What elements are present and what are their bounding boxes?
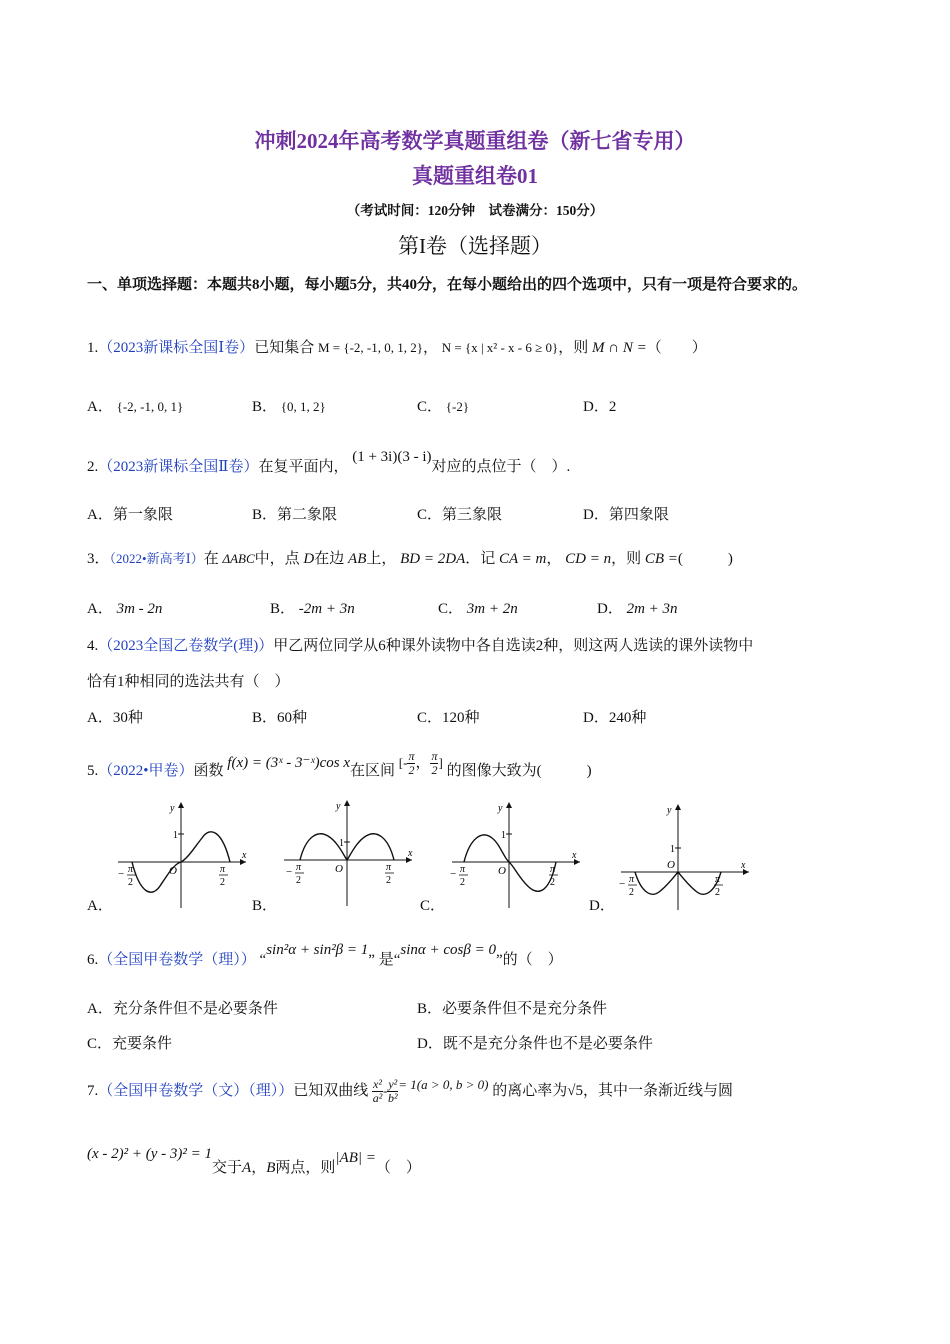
option-b xyxy=(417,997,607,1018)
hyperbola-equation xyxy=(372,1076,492,1105)
y-label: y xyxy=(667,805,672,816)
close-quote: ” xyxy=(495,952,503,968)
interval xyxy=(398,749,447,777)
answer-blank: （ ） xyxy=(375,1160,421,1176)
option-label: B． xyxy=(252,507,278,523)
option-text: 3m + 2n xyxy=(466,601,518,617)
minus-sign: − xyxy=(118,868,125,880)
question-7-stem-cont xyxy=(87,1146,421,1177)
title-main: 冲刺2024年高考数学真题重组卷（新七省专用） xyxy=(254,129,696,153)
origin-label: O xyxy=(667,859,675,871)
graph-b xyxy=(278,796,418,908)
x-label: x xyxy=(242,850,247,861)
y-axis-arrow xyxy=(675,804,681,810)
option-label: C． xyxy=(417,399,443,415)
option-d xyxy=(583,395,616,416)
vector-ca: CA = m xyxy=(499,551,547,567)
question-number: 1. xyxy=(87,340,99,356)
question-number: 4. xyxy=(87,638,99,654)
option-label: C． xyxy=(417,507,443,523)
question-source: （全国甲卷数学（理）） xyxy=(98,952,256,968)
y-tick-label: 1 xyxy=(339,838,344,849)
x-label: x xyxy=(408,848,413,859)
option-text: 第三象限 xyxy=(442,507,503,523)
option-label: C． xyxy=(438,601,464,617)
question-source: （全国甲卷数学（文）（理）） xyxy=(98,1082,294,1099)
option-d xyxy=(583,706,646,727)
option-text: 2m + 3n xyxy=(626,601,678,617)
minus-sign: − xyxy=(450,868,457,880)
y-tick-label: 1 xyxy=(670,844,675,855)
option-label: A． xyxy=(87,710,113,726)
complex-expression: (1 + 3i)(3 - i) xyxy=(352,449,432,465)
question-text: 两点，则 xyxy=(275,1160,336,1176)
option-d xyxy=(597,597,678,618)
question-4-stem-cont: 恰有1种相同的选法共有（ ） xyxy=(87,674,290,690)
origin-label: O xyxy=(498,865,506,877)
point-b: B xyxy=(266,1160,276,1176)
question-text: 在区间 xyxy=(350,762,396,779)
hyperbola-condition: = 1(a > 0, b > 0) xyxy=(398,1076,489,1092)
point-d: D xyxy=(303,551,315,567)
option-label: B． xyxy=(252,399,278,415)
y-axis-arrow xyxy=(506,802,512,808)
question-text: ，则 xyxy=(558,340,589,356)
question-text: 已知集合 xyxy=(254,340,315,356)
exam-info: （考试时间：120分钟 试卷满分：150分） xyxy=(346,203,604,218)
comma: ， xyxy=(251,1160,267,1176)
option-b xyxy=(252,503,337,524)
denominator: b² xyxy=(387,1091,398,1105)
interval-bracket: [- xyxy=(398,754,408,770)
option-text: {-2, -1, 0, 1} xyxy=(116,399,184,414)
option-text: 2 xyxy=(608,399,617,415)
circle-equation: (x - 2)² + (y - 3)² = 1 xyxy=(87,1146,213,1162)
y-label: y xyxy=(498,803,503,814)
option-d: D． xyxy=(589,898,615,914)
comma: ， xyxy=(415,754,431,771)
question-1-stem xyxy=(87,336,707,357)
option-text: 60种 xyxy=(277,710,308,726)
question-number: 3． xyxy=(87,551,110,567)
title-sub: 真题重组卷01 xyxy=(412,164,538,188)
question-text: 在边 xyxy=(314,551,345,567)
option-b xyxy=(252,395,326,416)
tick-two: 2 xyxy=(460,877,465,888)
minus-sign: - xyxy=(382,1082,388,1098)
y-over-b xyxy=(387,1078,398,1105)
option-text: 既不是充分条件也不是必要条件 xyxy=(442,1036,653,1052)
option-a xyxy=(87,395,183,416)
question-text: 甲乙两位同学从6种课外读物中各自选读2种，则这两人选读的课外读物中 xyxy=(273,638,754,654)
option-label: B． xyxy=(252,710,278,726)
numerator: π xyxy=(408,749,415,763)
option-label: A． xyxy=(87,507,113,523)
option-text: 第二象限 xyxy=(277,507,338,523)
tick-pi: π xyxy=(386,862,392,873)
question-text: 对应的点位于（ ）. xyxy=(431,459,571,475)
graph-c xyxy=(446,798,586,910)
option-text: 充分条件但不是必要条件 xyxy=(112,1001,278,1017)
option-label: C． xyxy=(417,710,443,726)
option-a xyxy=(87,997,278,1018)
question-2-stem xyxy=(87,449,571,476)
question-7-stem xyxy=(87,1078,733,1105)
option-d xyxy=(583,503,669,524)
tick-pi: π xyxy=(550,864,556,875)
option-label: C． xyxy=(87,1036,113,1052)
interval-bracket: ] xyxy=(438,754,443,770)
y-axis-arrow xyxy=(178,802,184,808)
question-text: ，则 xyxy=(611,551,642,567)
segment-ab: AB xyxy=(348,551,367,567)
question-text: 在复平面内， xyxy=(258,459,349,475)
numerator: y² xyxy=(388,1077,398,1091)
intersection-expression: M ∩ N = xyxy=(592,340,647,356)
x-over-a xyxy=(372,1078,383,1105)
tick-two: 2 xyxy=(629,887,634,898)
option-b xyxy=(252,706,307,727)
vector-cd: CD = n xyxy=(565,551,612,567)
question-text: 已知双曲线 xyxy=(293,1082,369,1099)
question-source: （2023全国乙卷数学(理)） xyxy=(98,638,274,654)
option-c xyxy=(417,706,480,727)
question-6-stem xyxy=(87,942,563,969)
denominator: 2 xyxy=(431,763,438,777)
tick-pi: π xyxy=(460,864,466,875)
option-text: {0, 1, 2} xyxy=(280,399,326,414)
option-c xyxy=(417,395,469,416)
option-text: 30种 xyxy=(112,710,143,726)
option-c: C． xyxy=(420,898,446,914)
option-b xyxy=(270,597,355,618)
y-label: y xyxy=(170,803,175,814)
question-5-stem xyxy=(87,749,592,785)
answer-blank: ( ) xyxy=(677,551,733,567)
separator: ， xyxy=(422,340,438,356)
question-text: 的图像大致为 xyxy=(446,762,537,779)
question-text: 中，点 xyxy=(254,551,300,567)
vector-cb: CB = xyxy=(644,551,678,567)
triangle: ΔABC xyxy=(222,551,255,566)
tick-two: 2 xyxy=(220,877,225,888)
option-label: A． xyxy=(87,601,113,617)
option-text: 240种 xyxy=(608,710,647,726)
question-text: ．记 xyxy=(465,551,496,567)
question-source: （2023新课标全国Ⅰ卷） xyxy=(98,340,255,356)
numerator: x² xyxy=(373,1077,382,1091)
tick-pi: π xyxy=(715,874,721,885)
tick-two: 2 xyxy=(128,877,133,888)
tick-two: 2 xyxy=(296,875,301,886)
close-quote: ” xyxy=(368,952,375,968)
function-curve xyxy=(464,835,556,891)
condition-1: sin²α + sin²β = 1 xyxy=(266,942,369,958)
question-source: （2023新课标全国Ⅱ卷） xyxy=(98,459,259,475)
option-label: D． xyxy=(583,399,609,415)
option-c xyxy=(438,597,518,618)
tick-pi: π xyxy=(128,864,134,875)
option-text: 必要条件但不是充分条件 xyxy=(442,1001,608,1017)
tick-pi: π xyxy=(629,874,635,885)
question-4-stem xyxy=(87,634,753,655)
y-label: y xyxy=(336,801,341,812)
option-c xyxy=(417,503,502,524)
question-text: 函数 xyxy=(193,762,224,779)
question-text: ， xyxy=(546,551,562,567)
y-tick-label: 1 xyxy=(173,830,178,841)
question-text: 的（ ） xyxy=(502,952,563,968)
option-label: D． xyxy=(583,507,609,523)
denominator: 2 xyxy=(408,763,415,777)
minus-sign: − xyxy=(619,878,626,890)
answer-blank: ( ) xyxy=(536,762,592,779)
eccentricity: √5 xyxy=(567,1082,583,1099)
question-source: （2022•甲卷） xyxy=(98,762,194,779)
tick-two: 2 xyxy=(386,875,391,886)
tick-two: 2 xyxy=(715,887,720,898)
question-number: 6. xyxy=(87,952,99,968)
set-m: M = {-2, -1, 0, 1, 2} xyxy=(317,340,423,355)
section-instructions: 一、单项选择题：本题共8小题，每小题5分，共40分，在每小题给出的四个选项中，只有一项是符合要求的。 xyxy=(87,277,808,293)
numerator: π xyxy=(431,749,438,763)
option-label: D． xyxy=(417,1036,443,1052)
question-number: 2. xyxy=(87,459,99,475)
option-text: 第四象限 xyxy=(608,507,669,523)
ab-length: |AB| = xyxy=(335,1150,376,1166)
graph-d xyxy=(615,800,755,912)
open-quote: “ xyxy=(393,952,401,968)
question-text: 的离心率为 xyxy=(492,1082,568,1099)
question-source: （2022•新高考Ⅰ） xyxy=(109,551,204,566)
option-a xyxy=(87,503,173,524)
denominator: a² xyxy=(372,1091,383,1105)
option-text: 第一象限 xyxy=(112,507,173,523)
y-axis-arrow xyxy=(344,800,350,806)
question-text: 是 xyxy=(378,952,394,968)
graph-a xyxy=(112,798,252,910)
option-a xyxy=(87,597,162,618)
option-text: 充要条件 xyxy=(112,1036,173,1052)
tick-pi: π xyxy=(220,864,226,875)
answer-blank: （ ） xyxy=(646,340,707,356)
option-label: A． xyxy=(87,399,113,415)
question-text: 交于 xyxy=(212,1160,243,1176)
option-b: B． xyxy=(252,898,278,914)
option-d xyxy=(417,1032,653,1053)
question-text: 在 xyxy=(203,551,219,567)
open-quote: “ xyxy=(259,952,267,968)
option-label: A． xyxy=(87,1001,113,1017)
point-a: A xyxy=(242,1160,252,1176)
option-c xyxy=(87,1032,172,1053)
set-n: N = {x | x² - x - 6 ≥ 0} xyxy=(441,340,559,355)
question-number: 5. xyxy=(87,762,99,779)
option-label: D． xyxy=(597,601,623,617)
question-text: ，其中一条渐近线与圆 xyxy=(582,1082,733,1099)
tick-two: 2 xyxy=(550,877,555,888)
origin-label: O xyxy=(335,863,343,875)
function-expression: f(x) = (3ˣ - 3⁻ˣ)cos x xyxy=(227,754,350,771)
minus-sign: − xyxy=(286,866,293,878)
x-label: x xyxy=(572,850,577,861)
option-label: B． xyxy=(417,1001,443,1017)
x-label: x xyxy=(741,860,746,871)
question-number: 7. xyxy=(87,1082,99,1099)
option-a xyxy=(87,706,143,727)
option-text: 120种 xyxy=(442,710,480,726)
condition-2: sinα + cosβ = 0 xyxy=(400,942,496,958)
y-tick-label: 1 xyxy=(501,830,506,841)
origin-label: O xyxy=(169,865,177,877)
tick-pi: π xyxy=(296,862,302,873)
option-label: B． xyxy=(270,601,296,617)
volume-heading: 第I卷（选择题） xyxy=(398,234,552,258)
option-label: D． xyxy=(583,710,609,726)
option-a: A． xyxy=(87,898,113,914)
option-text: -2m + 3n xyxy=(298,601,355,617)
option-text: {-2} xyxy=(445,399,470,414)
question-3-stem xyxy=(87,547,733,568)
option-text: 3m - 2n xyxy=(116,601,163,617)
question-text: 上， xyxy=(366,551,397,567)
relation: BD = 2DA xyxy=(400,551,466,567)
